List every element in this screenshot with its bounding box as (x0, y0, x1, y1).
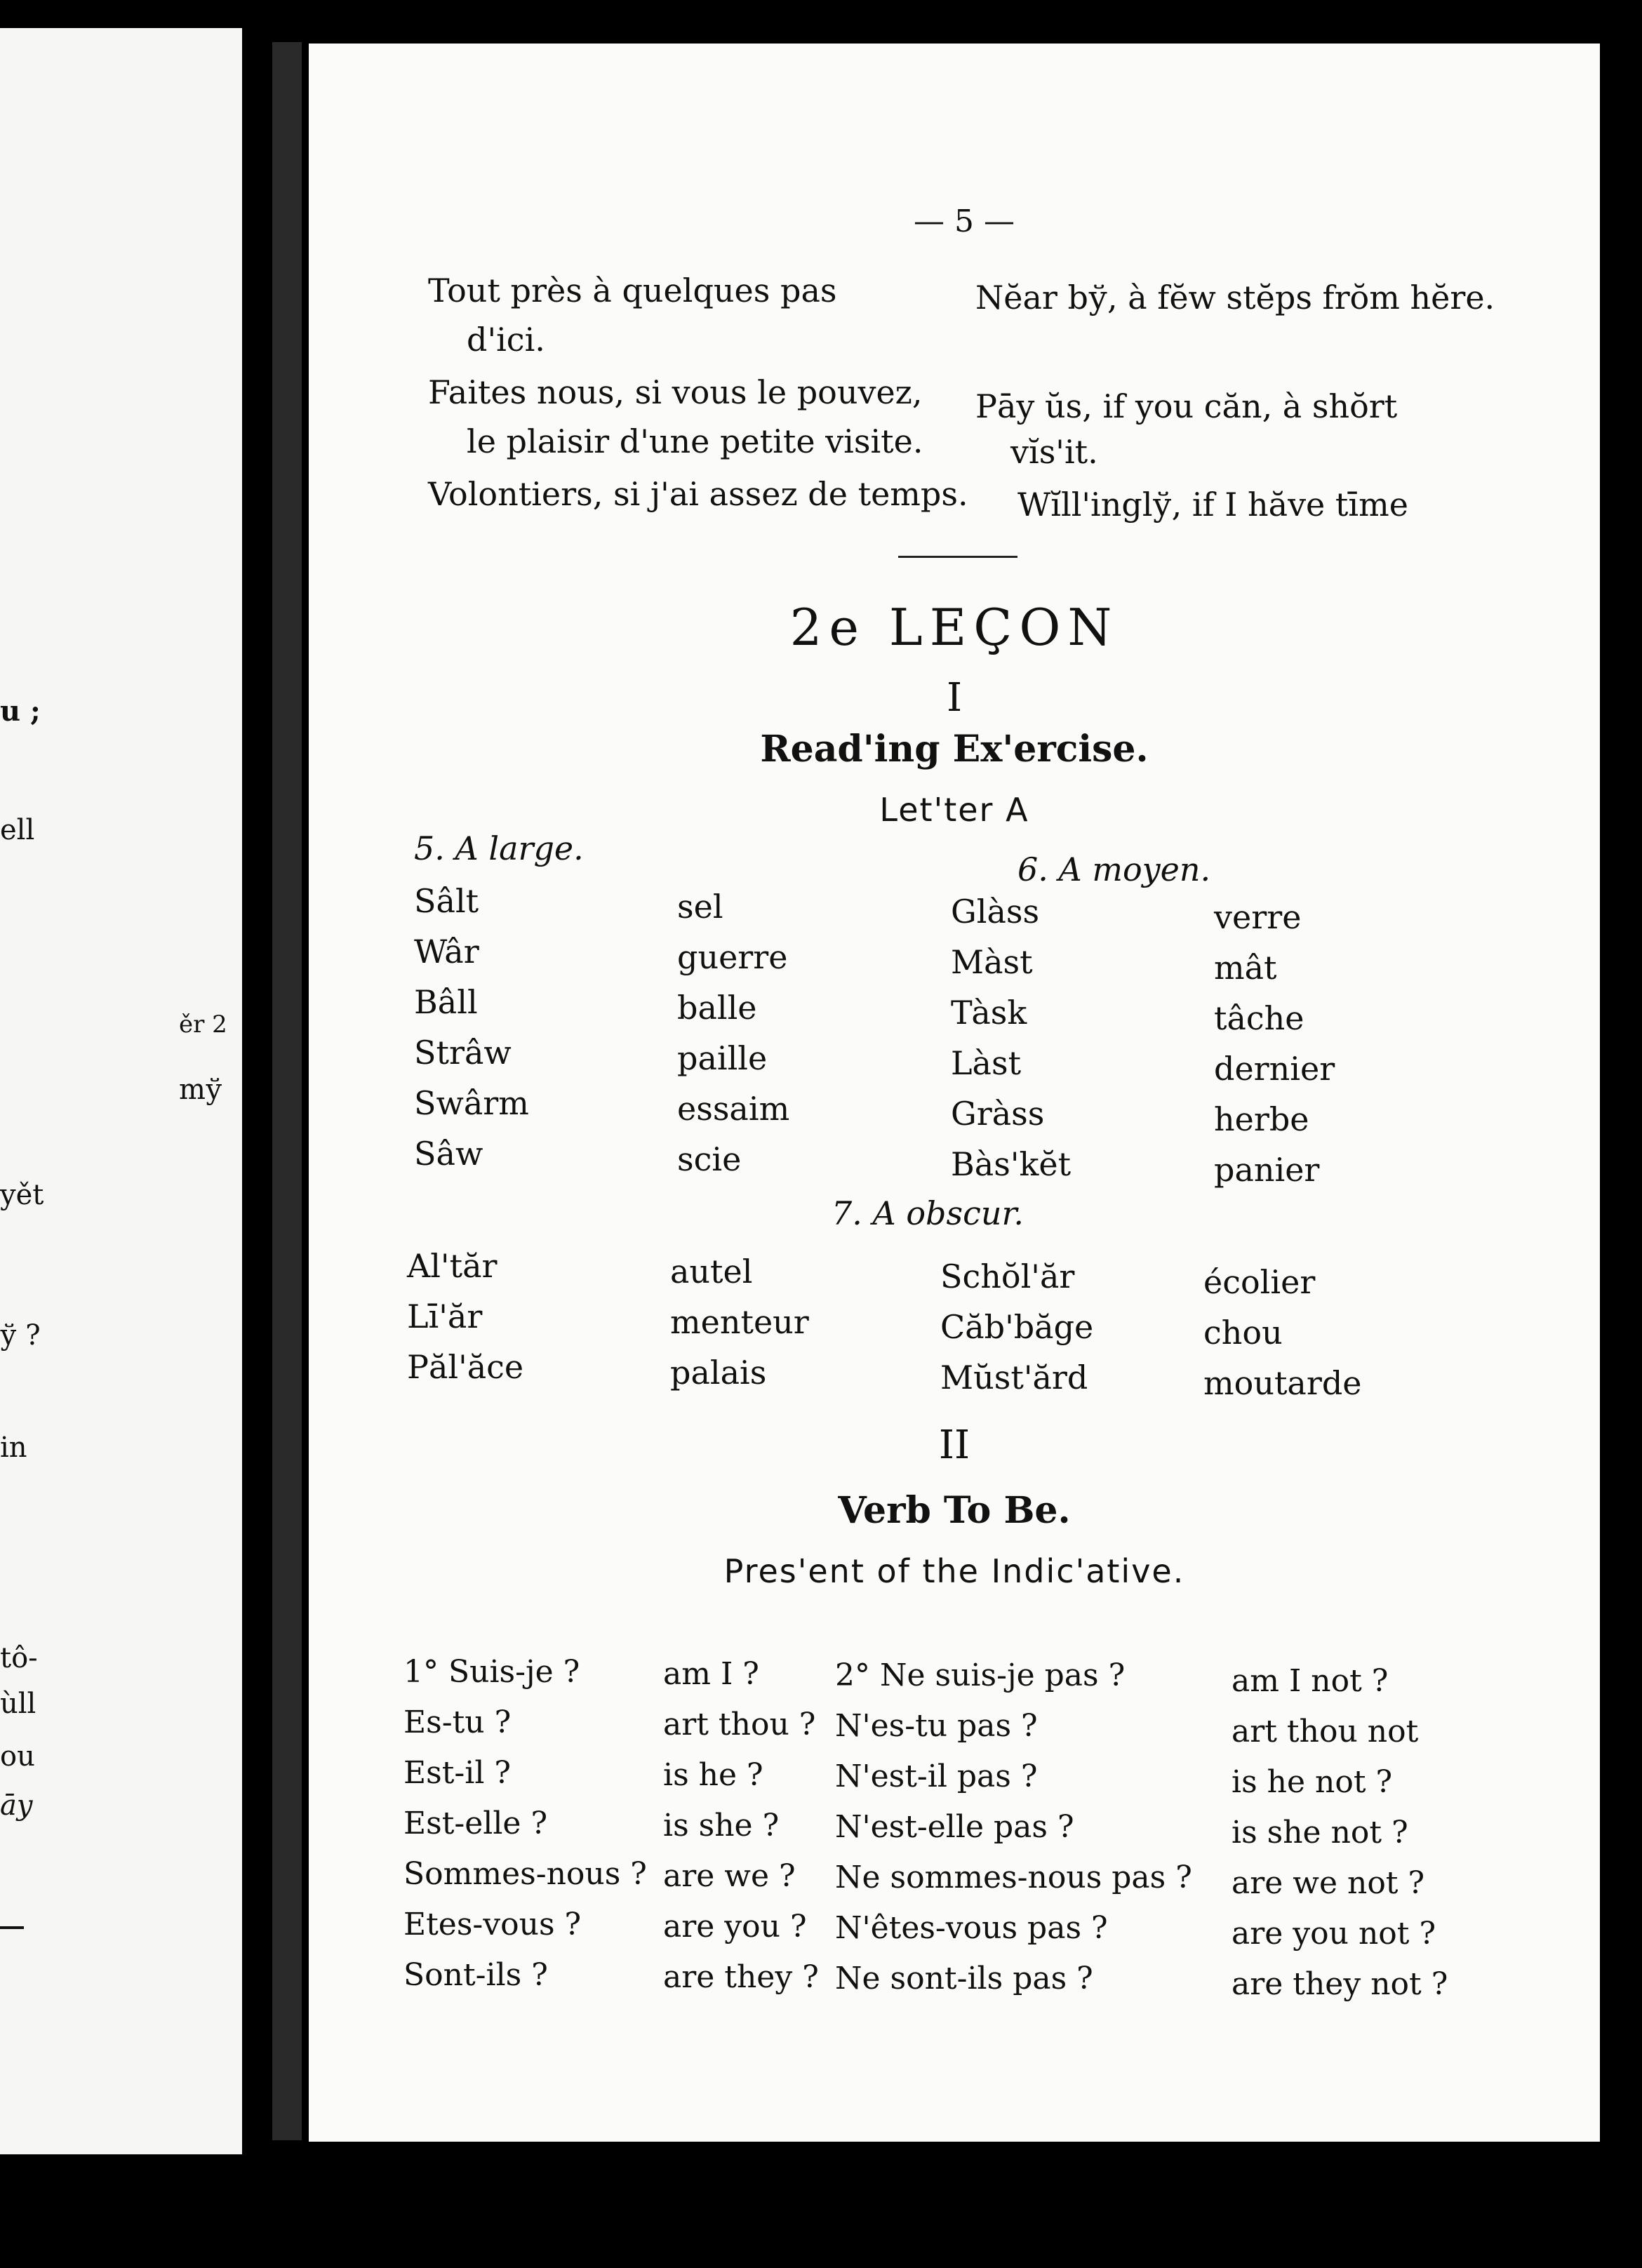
verb-french-form: 1° Suis-je ? (403, 1654, 580, 1690)
phrase-en: Wĭll'inglў, if I hăve tīme (1017, 486, 1408, 523)
verb-english-form: is he ? (663, 1757, 763, 1793)
left-fragment: ў ? (0, 1319, 41, 1352)
verb-french-form: Ne sommes-nous pas ? (835, 1860, 1192, 1895)
verb-english-form: am I ? (663, 1656, 759, 1692)
verb-english-form: are we ? (663, 1858, 796, 1894)
vocab-english-word: Sâlt (414, 882, 479, 920)
verb-english-form: are they ? (663, 1959, 819, 1995)
vocab-english-word: Swârm (414, 1084, 529, 1122)
vocab-french-word: chou (1203, 1314, 1283, 1352)
verb-french-form: N'est-il pas ? (835, 1759, 1038, 1794)
left-fragment: yět (0, 1179, 44, 1211)
vocab-french-word: tâche (1214, 999, 1304, 1037)
verb-english-form: is he not ? (1232, 1764, 1393, 1800)
vocab-french-word: essaim (677, 1090, 790, 1128)
left-fragment: mў (179, 1074, 222, 1106)
verb-french-form: 2° Ne suis-je pas ? (835, 1657, 1126, 1693)
section-numeral: I (946, 675, 963, 721)
verb-english-form: are they not ? (1232, 1966, 1448, 2002)
verb-english-form: is she not ? (1232, 1815, 1408, 1850)
section-subtitle: Let'ter A (879, 791, 1029, 829)
verb-english-form: art thou ? (663, 1707, 816, 1742)
vocab-french-word: moutarde (1203, 1364, 1362, 1402)
vocab-french-word: herbe (1214, 1100, 1309, 1138)
verb-english-form: art thou not (1232, 1714, 1419, 1749)
vocab-english-word: Mŭst'ărd (940, 1359, 1088, 1396)
vocab-english-word: Tàsk (951, 994, 1027, 1032)
vocab-french-word: autel (670, 1253, 753, 1290)
phrase-fr: d'ici. (467, 321, 545, 359)
section-title: Read'ing Ex'ercise. (760, 728, 1149, 771)
phrase-en: Nĕar bў, à fĕw stĕps frŏm hĕre. (975, 279, 1495, 316)
vocab-english-word: Păl'ăce (407, 1348, 524, 1386)
verb-french-form: Etes-vous ? (403, 1907, 582, 1942)
vocab-french-word: sel (677, 888, 723, 926)
phrase-en: Pāy ŭs, if you căn, à shŏrt (975, 387, 1398, 425)
vocab-english-word: Strâw (414, 1034, 512, 1072)
phrase-fr: Faites nous, si vous le pouvez, (428, 373, 923, 411)
book-page (309, 44, 1600, 2142)
left-fragment: in (0, 1432, 27, 1464)
left-fragment: u ; (0, 695, 41, 728)
phrase-fr: Volontiers, si j'ai assez de temps. (428, 475, 968, 513)
left-fragment: ùll (0, 1688, 36, 1720)
vocab-english-word: Căb'băge (940, 1308, 1094, 1346)
left-fragment: ou (0, 1740, 35, 1773)
vocab-english-word: Schŏl'ăr (940, 1258, 1075, 1295)
verb-english-form: am I not ? (1232, 1663, 1389, 1699)
vocab-english-word: Wâr (414, 933, 479, 970)
vocab-french-word: paille (677, 1039, 768, 1077)
verb-french-form: Es-tu ? (403, 1705, 512, 1740)
group-heading: 7. A obscur. (832, 1194, 1024, 1232)
verb-french-form: Ne sont-ils pas ? (835, 1961, 1093, 1996)
verb-french-form: N'est-elle pas ? (835, 1809, 1074, 1845)
vocab-english-word: Lī'ăr (407, 1298, 483, 1335)
verb-french-form: N'êtes-vous pas ? (835, 1910, 1108, 1946)
verb-french-form: Sont-ils ? (403, 1957, 548, 1993)
vocab-french-word: palais (670, 1354, 767, 1392)
vocab-english-word: Glàss (951, 893, 1040, 930)
group-heading: 6. A moyen. (1017, 850, 1211, 888)
verb-french-form: Est-elle ? (403, 1806, 548, 1841)
left-fragment: ell (0, 814, 35, 846)
section-title: Verb To Be. (838, 1489, 1071, 1532)
verb-french-form: Est-il ? (403, 1755, 511, 1791)
vocab-english-word: Bâll (414, 983, 478, 1021)
left-page-edge (0, 28, 242, 2154)
vocab-english-word: Bàs'kĕt (951, 1145, 1072, 1183)
vocab-english-word: Al'tăr (407, 1247, 498, 1285)
vocab-english-word: Sâw (414, 1135, 483, 1173)
vocab-english-word: Màst (951, 943, 1033, 981)
left-fragment: tô- (0, 1642, 38, 1674)
section-numeral: II (938, 1422, 970, 1468)
vocab-french-word: panier (1214, 1151, 1320, 1189)
phrase-fr: le plaisir d'une petite visite. (467, 422, 923, 460)
left-fragment: āy (0, 1789, 33, 1822)
verb-french-form: Sommes-nous ? (403, 1856, 647, 1892)
verb-english-form: are we not ? (1232, 1865, 1425, 1901)
vocab-french-word: guerre (677, 938, 788, 976)
book-gutter (272, 42, 302, 2140)
vocab-french-word: balle (677, 989, 757, 1027)
section-subtitle: Pres'ent of the Indic'ative. (723, 1552, 1185, 1590)
vocab-english-word: Làst (951, 1044, 1022, 1082)
verb-english-form: is she ? (663, 1808, 780, 1843)
vocab-french-word: dernier (1214, 1050, 1335, 1088)
vocab-french-word: écolier (1203, 1263, 1316, 1301)
page-number: — 5 — (914, 204, 1015, 239)
vocab-french-word: verre (1214, 898, 1302, 936)
vocab-french-word: menteur (670, 1303, 809, 1341)
phrase-fr: Tout près à quelques pas (428, 272, 837, 309)
verb-french-form: N'es-tu pas ? (835, 1708, 1038, 1744)
verb-english-form: are you not ? (1232, 1916, 1436, 1952)
verb-english-form: are you ? (663, 1909, 807, 1945)
divider-rule (898, 556, 1017, 558)
vocab-french-word: mât (1214, 949, 1277, 987)
vocab-english-word: Gràss (951, 1095, 1045, 1133)
phrase-en: vĭs'it. (1010, 433, 1098, 471)
vocab-french-word: scie (677, 1140, 742, 1178)
lesson-title: 2e LEÇON (789, 598, 1119, 657)
left-rule (0, 1926, 24, 1929)
left-fragment: ěr 2 (179, 1010, 227, 1039)
group-heading: 5. A large. (414, 829, 584, 867)
